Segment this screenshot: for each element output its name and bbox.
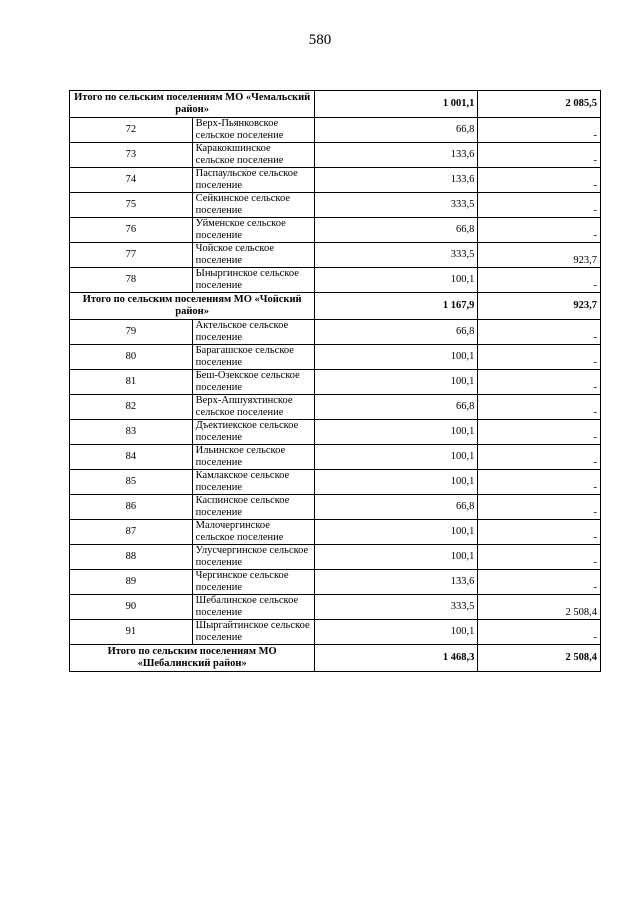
table-row — [70, 193, 601, 218]
table-row — [70, 595, 601, 620]
value-col-1: 100,1 — [315, 470, 478, 495]
table-row — [70, 520, 601, 545]
settlement-name: Верх-Пьянковское сельское поселение — [192, 118, 315, 143]
row-number: 79 — [70, 320, 193, 345]
table-row — [70, 143, 601, 168]
value-col-1: 133,6 — [315, 168, 478, 193]
value-col-2: - — [478, 470, 601, 495]
subtotal-label: Итого по сельским поселениям МО «Чойский район» — [70, 293, 315, 320]
settlement-name: Улусчергинское сельское поселение — [192, 545, 315, 570]
value-col-2: - — [478, 520, 601, 545]
table-row — [70, 118, 601, 143]
row-number: 91 — [70, 620, 193, 645]
settlement-name: Паспаульское сельское поселение — [192, 168, 315, 193]
settlement-name: Малочергинское сельское поселение — [192, 520, 315, 545]
table-row — [70, 470, 601, 495]
value-col-1: 66,8 — [315, 495, 478, 520]
value-col-2: - — [478, 420, 601, 445]
table-row — [70, 320, 601, 345]
settlement-name: Камлакское сельское поселение — [192, 470, 315, 495]
value-col-1: 1 001,1 — [315, 91, 478, 118]
value-col-2: - — [478, 445, 601, 470]
table-body — [70, 91, 601, 672]
settlement-name: Каракокшинское сельское поселение — [192, 143, 315, 168]
table-row — [70, 620, 601, 645]
subtotal-row — [70, 91, 601, 118]
row-number: 88 — [70, 545, 193, 570]
value-col-1: 100,1 — [315, 370, 478, 395]
row-number: 89 — [70, 570, 193, 595]
subtotal-row — [70, 293, 601, 320]
settlement-name: Барагашское сельское поселение — [192, 345, 315, 370]
table-row — [70, 268, 601, 293]
settlements-budget-table — [69, 90, 601, 672]
value-col-1: 100,1 — [315, 345, 478, 370]
row-number: 72 — [70, 118, 193, 143]
row-number: 82 — [70, 395, 193, 420]
value-col-2: 923,7 — [478, 293, 601, 320]
settlement-name: Каспинское сельское поселение — [192, 495, 315, 520]
row-number: 90 — [70, 595, 193, 620]
value-col-2: - — [478, 570, 601, 595]
table-row — [70, 570, 601, 595]
settlement-name: Чойское сельское поселение — [192, 243, 315, 268]
value-col-2: - — [478, 143, 601, 168]
page-number: 580 — [308, 32, 332, 48]
row-number: 74 — [70, 168, 193, 193]
settlement-name: Ильинское сельское поселение — [192, 445, 315, 470]
table-row — [70, 168, 601, 193]
value-col-1: 100,1 — [315, 520, 478, 545]
value-col-2: - — [478, 118, 601, 143]
value-col-2: - — [478, 370, 601, 395]
value-col-2: - — [478, 268, 601, 293]
row-number: 78 — [70, 268, 193, 293]
row-number: 87 — [70, 520, 193, 545]
value-col-1: 66,8 — [315, 320, 478, 345]
settlement-name: Сейкинское сельское поселение — [192, 193, 315, 218]
settlement-name: Шебалинское сельское поселение — [192, 595, 315, 620]
table-row — [70, 395, 601, 420]
value-col-2: - — [478, 620, 601, 645]
value-col-2: - — [478, 168, 601, 193]
value-col-2: 2 508,4 — [478, 645, 601, 672]
table-row — [70, 445, 601, 470]
settlement-name: Ыныргинское сельское поселение — [192, 268, 315, 293]
settlement-name: Дъектиекское сельское поселение — [192, 420, 315, 445]
value-col-1: 100,1 — [315, 545, 478, 570]
value-col-2: 2 085,5 — [478, 91, 601, 118]
subtotal-label: Итого по сельским поселениям МО «Чемальский район» — [70, 91, 315, 118]
value-col-2: - — [478, 193, 601, 218]
subtotal-label: Итого по сельским поселениям МО «Шебалинский район» — [70, 645, 315, 672]
value-col-1: 100,1 — [315, 268, 478, 293]
settlement-name: Шыргайтинское сельское поселение — [192, 620, 315, 645]
settlement-name: Беш-Озекское сельское поселение — [192, 370, 315, 395]
row-number: 80 — [70, 345, 193, 370]
value-col-2: 2 508,4 — [478, 595, 601, 620]
row-number: 85 — [70, 470, 193, 495]
value-col-1: 100,1 — [315, 620, 478, 645]
row-number: 73 — [70, 143, 193, 168]
table-row — [70, 545, 601, 570]
value-col-1: 133,6 — [315, 143, 478, 168]
value-col-1: 1 167,9 — [315, 293, 478, 320]
table-row — [70, 495, 601, 520]
value-col-2: - — [478, 395, 601, 420]
settlement-name: Актельское сельское поселение — [192, 320, 315, 345]
value-col-1: 333,5 — [315, 243, 478, 268]
value-col-2: - — [478, 320, 601, 345]
value-col-1: 133,6 — [315, 570, 478, 595]
subtotal-row — [70, 645, 601, 672]
value-col-1: 333,5 — [315, 193, 478, 218]
value-col-2: 923,7 — [478, 243, 601, 268]
table-row — [70, 345, 601, 370]
row-number: 75 — [70, 193, 193, 218]
settlement-name: Чергинское сельское поселение — [192, 570, 315, 595]
value-col-1: 66,8 — [315, 395, 478, 420]
value-col-1: 1 468,3 — [315, 645, 478, 672]
row-number: 86 — [70, 495, 193, 520]
value-col-2: - — [478, 495, 601, 520]
row-number: 77 — [70, 243, 193, 268]
row-number: 81 — [70, 370, 193, 395]
row-number: 84 — [70, 445, 193, 470]
settlement-name: Верх-Апшуяхтинское сельское поселение — [192, 395, 315, 420]
value-col-2: - — [478, 345, 601, 370]
value-col-1: 66,8 — [315, 118, 478, 143]
table-row — [70, 370, 601, 395]
value-col-1: 100,1 — [315, 420, 478, 445]
row-number: 76 — [70, 218, 193, 243]
settlement-name: Уйменское сельское поселение — [192, 218, 315, 243]
value-col-2: - — [478, 545, 601, 570]
value-col-1: 333,5 — [315, 595, 478, 620]
value-col-1: 100,1 — [315, 445, 478, 470]
row-number: 83 — [70, 420, 193, 445]
table-row — [70, 218, 601, 243]
value-col-1: 66,8 — [315, 218, 478, 243]
value-col-2: - — [478, 218, 601, 243]
table-row — [70, 420, 601, 445]
table-row — [70, 243, 601, 268]
